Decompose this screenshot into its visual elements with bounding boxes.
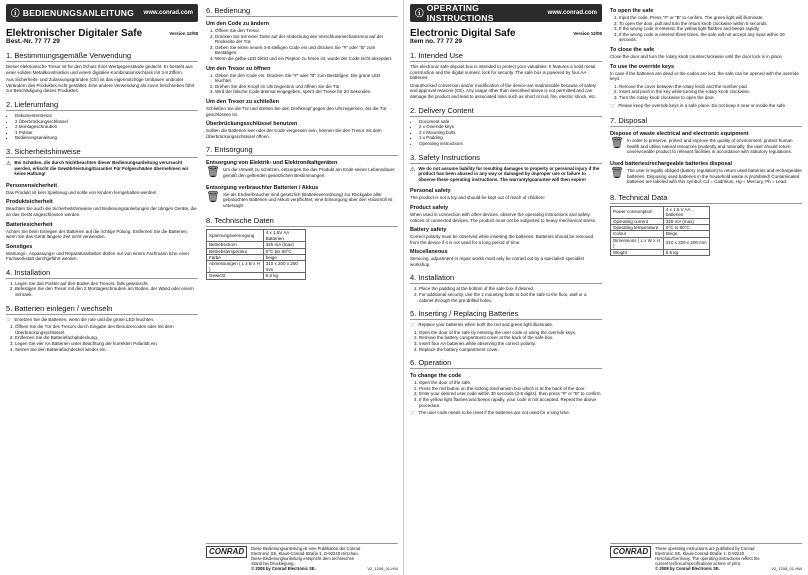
spec-value: beige <box>263 254 305 260</box>
copyright: © 2008 by Conrad Electronic SE. <box>655 566 720 571</box>
document-code: V2_1208_01-HW <box>771 566 802 571</box>
english-doc-title: Electronic Digital Safe <box>410 28 516 39</box>
spec-label: Betriebsstrom <box>207 242 264 248</box>
english-site: www.conrad.com <box>547 10 597 16</box>
spec-label: Gewicht <box>207 273 264 279</box>
german-section-5-heading: 5. Batterien einlegen / wechseln <box>6 304 198 315</box>
spec-value: 6,5 kg <box>263 273 305 279</box>
spec-label: Farbe <box>207 254 264 260</box>
english-subheading: Battery safety <box>410 227 447 234</box>
list-item: 2. Drehen Sie den Knopf im Uhrzeigersinn und öffnen Sie die Tür. <box>215 84 398 90</box>
note-text: Sie als Endverbraucher sind gesetzlich (Batterieverordnung) zur Rückgabe aller gebrauchten Batterien und Akkus verpflichtet; eine Entsorgung über den Hausmüll ist untersagt! <box>222 191 393 208</box>
list-item: 4. Replace the battery compartment cover. <box>419 347 602 353</box>
german-text: Schließen Sie die Tür und drehen Sie den Drehknopf gegen den Uhrzeigersinn, bis die Tür geschlossen ist. <box>206 105 387 117</box>
spec-value: 4 x 1.5 V AA batteries <box>663 206 709 218</box>
german-text: Das Produkt ist kein Spielzeug und sollte von Kindern ferngehalten werden! <box>6 189 157 195</box>
english-version: Version 12/08 <box>573 31 602 36</box>
german-section-8-heading: 8. Technische Daten <box>206 216 398 227</box>
spec-value: 0°C bis 60°C <box>263 248 305 254</box>
spec-value: 4 x 1,5V AA Batterien <box>263 230 305 242</box>
spec-value: 325 mA (max) <box>663 218 709 224</box>
english-override-note <box>610 103 802 111</box>
spec-label: Power consumption <box>611 206 664 218</box>
list-item: 3. Wird der falsche Code dreimal eingegeben, sperrt der Tresor für 20 Sekunden. <box>215 89 398 95</box>
footer-text: Diese Bedienungsanleitung ist eine Publikation der Conrad Electronic SE, Klaus-Conrad-Straße 1, D-92240 Hirschau. Diese Bedienungsanleitung entspricht dem technischen Stand bei Drucklegung. <box>251 546 361 566</box>
english-subheading: Personal safety <box>410 188 451 195</box>
german-text: Sollten die Batterien leer oder der Code vergessen sein, können Sie den Tresor mit dem Überbrückungsschlüssel öffnen. <box>206 128 382 139</box>
english-section-1-text-2: Unauthorised conversion and/or modification of the device are inadmissible because of safety and approval reasons (CE). Any usage other than described above is not permitted and can damage the product and lead to associated risks such as short circuit, fire, electric shock, etc. <box>410 82 597 99</box>
english-battery-disposal-note <box>610 168 802 187</box>
german-disposal-note <box>206 167 398 180</box>
list-item: • 2 Montageschrauben <box>15 124 198 130</box>
crossed-bin-icon: 🗑 <box>206 166 220 179</box>
list-item: 1. Remove the cover between the rotary knob and the number pad. <box>619 84 802 90</box>
warning-text: We do not assume liability for resulting damages to property or personal injury if the product has been abused in any way or damaged by improper use or failure to observe these operating instructions. The warranty/guarantee will then expire! <box>418 165 600 182</box>
english-text: The product is not a toy and should be kept out of reach of children! <box>410 195 545 201</box>
list-item: 1. Open the door of the safe by entering the user code or using the override keys. <box>419 330 602 336</box>
note-text: In order to preserve, protect and improve the quality of environment, protect human health and utilise natural resources prudently and rationally, the user should return unserviceable product to relevant facilities in accordance with statutory regulations. <box>626 138 793 155</box>
list-item: • Dokumententresor <box>15 113 198 119</box>
german-section-4-heading: 4. Installation <box>6 268 198 279</box>
german-section-3-heading: 3. Sicherheitshinweise <box>6 147 198 158</box>
english-installation-list <box>410 286 602 303</box>
german-change-code-list <box>206 28 398 62</box>
list-item: 3. Geben Sie einen neuen 3-8 stelligen Code ein und drücken Sie "#" oder "B" zum Bestätigen. <box>215 45 398 56</box>
german-item-number: Best.-Nr. 77 77 29 <box>6 38 60 45</box>
table-row <box>611 206 710 218</box>
english-change-code-list <box>410 380 602 408</box>
spec-value: Beige <box>663 231 709 237</box>
table-row <box>207 273 306 279</box>
list-item: 4. If the wrong code is entered three times, the safe will not accept any input within 20 seconds. <box>619 32 802 43</box>
conrad-logo: CONRAD <box>206 546 247 558</box>
english-text: Correct polarity must be observed while inserting the batteries. Batteries should be removed from the device if it is not used for a long period of time. <box>410 234 594 245</box>
list-item: • 2 x Mounting bolts <box>419 130 602 136</box>
note-text: Ersetzen Sie die Batterien, wenn die rote und die grüne LED leuchten. <box>14 316 155 322</box>
list-item: 1. Geben Sie den Code ein. Drücken Sie "#" oder "B" zum Bestätigen. Die grüne LED leuchtet. <box>215 73 398 84</box>
list-item: 4. Wenn die gelbe LED blinkt und ein Piepton zu hören ist, wurde der Code nicht akzeptiert. <box>215 56 398 62</box>
list-item: 1. Öffnen Sie die Tür des Tresors durch Eingabe des Benutzercodes oder mit dem Überbrückungsschlüssel. <box>15 324 198 335</box>
english-section-1-text: This electronic safe deposit box is intended to protect your valuables. It features a solid metal construction and the digital numeric lock for security. The safe box is powered by four AA batteries. <box>410 64 596 81</box>
list-item: 4. If the yellow light flashes and beeps rapidly, your code is not accepted. Repeat the above procedure. <box>419 397 602 408</box>
info-icon: ⓘ <box>11 8 20 18</box>
list-item: • Bedienungsanleitung <box>15 135 198 141</box>
german-subheading: Überbrückungsschlüssel benutzen <box>206 121 298 128</box>
english-spec-table <box>610 206 710 256</box>
english-open-list <box>610 15 802 43</box>
list-item: 3. Turn the rotary knob clockwise to open the door. <box>619 95 802 101</box>
list-item: 4. Setzen Sie den Batteriefachdeckel wieder ein. <box>15 347 198 353</box>
german-subheading: Sonstiges <box>6 243 33 250</box>
english-subheading: Used batteries/rechargeable batteries disposal <box>610 160 732 167</box>
german-subheading: Entsorgung verbrauchter Batterien / Akkus <box>206 184 319 191</box>
german-section-7-heading: 7. Entsorgung <box>206 145 398 156</box>
german-safety-warning <box>6 160 198 179</box>
list-item: 2. Entfernen Sie die Batteriefachabdeckung. <box>15 335 198 341</box>
german-spec-table <box>206 229 306 279</box>
table-row <box>207 261 306 273</box>
spec-value: 0°C to 60°C <box>663 224 709 230</box>
german-section-1-text-2: Aus Sicherheits- und Zulassungsgründen (CE) ist das eigenmächtige Umbauen und/oder Verändern des Produktes nicht gestattet. Eine andere Verwendung als zuvor beschrieben führt zur Beschädigung dieses Produktes. <box>6 77 195 94</box>
english-override-list <box>610 84 802 101</box>
list-item: 1. Öffnen Sie den Tresor. <box>215 28 398 34</box>
english-safety-warning <box>410 166 602 185</box>
english-section-4-heading: 4. Installation <box>410 273 602 284</box>
english-text: Servicing, adjustment or repair works must only be carried out by a specialist/ specialist workshop. <box>410 256 584 267</box>
warning-icon: ⚠ <box>6 160 12 167</box>
german-text: Wartungs-, Anpassungs- und Reparaturarbeiten dürfen nur von einem Fachmann bzw. einer Fachwerkstatt durchgeführt werden. <box>6 250 190 262</box>
warning-text: Bei Schäden, die durch Nichtbeachten dieser Bedienungsanleitung verursacht werden, erlischt die Gewährleistung/Garantie! Für Folgeschäden übernehmen wir keine Haftung! <box>14 159 189 177</box>
document-code: V2_1208_01-HW <box>367 566 398 571</box>
spec-value: 310 x 200 x 200 mm <box>263 261 305 273</box>
german-subheading: Personensicherheit <box>6 182 58 189</box>
copyright: © 2008 by Conrad Electronic SE. <box>251 566 316 571</box>
footer-text-block <box>655 546 767 571</box>
pointing-hand-icon: ☞ <box>410 411 416 418</box>
list-item: • 1 Polster <box>15 130 198 136</box>
pointing-hand-icon: ☞ <box>6 317 12 324</box>
footer-text-block <box>251 546 363 571</box>
german-version: Version 12/08 <box>169 31 198 36</box>
english-subheading: To close the safe <box>610 46 655 53</box>
english-section-5-heading: 5. Inserting / Replacing Batteries <box>410 309 602 320</box>
english-page <box>404 0 808 575</box>
english-section-3-heading: 3. Safety Instructions <box>410 153 602 164</box>
english-section-1-heading: 1. Intended Use <box>410 51 602 62</box>
english-text: Close the door and turn the rotary knob counterclockwise until the door lock is in place. <box>610 53 783 59</box>
german-footer <box>206 543 398 571</box>
spec-label: Abmessungen ( L x B x H ) <box>207 261 264 273</box>
conrad-logo: CONRAD <box>610 546 651 558</box>
spec-label: Operating current <box>611 218 664 224</box>
crossed-bin-icon: 🗑 <box>610 137 624 150</box>
german-battery-disposal-note <box>206 192 398 211</box>
english-subheading: To open the safe <box>610 8 654 14</box>
german-battery-list <box>6 324 198 352</box>
english-disposal-note <box>610 138 802 157</box>
spec-label: Colour <box>611 231 664 237</box>
german-subheading: Um den Tresor zu öffnen <box>206 65 271 72</box>
english-column-1 <box>410 0 602 575</box>
spec-label: Betriebstemperatur <box>207 248 264 254</box>
spec-value: 310 x 200 x 200 mm <box>663 237 709 249</box>
list-item: 2. Insert and push in the key while turning the rotary knob clockwise. <box>619 89 802 95</box>
english-item-number: Item no. 77 77 29 <box>410 38 463 45</box>
list-item: 2. Remove the battery compartment cover at the back of the safe box. <box>419 335 602 341</box>
german-section-1-text: Dieser elektronische Tresor ist für den Schutz Ihrer Wertgegenstände gedacht. Er besteht aus einer soliden Metallkonstruktion und einem digitalen Kombinationsschloss mit 3-8 Ziffern. <box>6 64 193 75</box>
list-item: 2. Befestigen Sie den Tresor mit den 2 Montageschrauben am Boden, der Wand oder einem Schrank. <box>15 286 198 297</box>
list-item: 2. To open the door, pull and turn the return knob clockwise within 5 seconds. <box>619 21 802 27</box>
german-text: Achten Sie beim Einlegen der Batterien auf die richtige Polung. Entfernen Sie die Batterien, wenn Sie das Gerät längere Zeit nicht verwenden. <box>6 228 188 240</box>
list-item: 1. Open the door of the safe. <box>419 380 602 386</box>
english-subheading: To use the override keys <box>610 63 675 70</box>
english-section-6-heading: 6. Operation <box>410 358 602 369</box>
spec-label: Spannungsversorgung <box>207 230 264 242</box>
list-item: 3. Insert four AA batteries while observing the correct polarity. <box>419 341 602 347</box>
english-code-note <box>410 410 602 418</box>
english-footer <box>610 543 802 571</box>
list-item: 2. For additional security, use the 2 mounting bolts to bolt the safe to the floor, wall or a cabinet through the pre-drilled holes. <box>419 292 602 303</box>
note-text: Please keep the override keys in a safe place. Do not keep it near or inside the safe. <box>618 102 787 108</box>
english-subheading: Dispose of waste electrical and electronic equipment <box>610 131 749 138</box>
german-banner-title: BEDIENUNGSANLEITUNG <box>22 8 135 18</box>
warning-icon: ⚠ <box>410 166 416 173</box>
english-section-7-heading: 7. Disposal <box>610 116 802 127</box>
german-section-1-heading: 1. Bestimmungsgemäße Verwendung <box>6 51 198 62</box>
list-item: 1. Place the padding at the bottom of the safe box if desired. <box>419 286 602 292</box>
footer-text: These operating instructions are published by Conrad Electronic SE, Klaus-Conrad-Straße 1, D-92240 Hirschau/Germany. The operating instructions reflect the current technical specifications at time of print. <box>655 546 760 566</box>
english-text: When used in connection with other devices, observe the operating instructions and safety notices of connected devices. The product must not be subjected to heavy mechanical stress. <box>410 211 597 223</box>
list-item: • 1 x Padding <box>419 135 602 141</box>
note-text: Um die Umwelt zu schützen, entsorgen Sie das Produkt am Ende seiner Lebensdauer gemäß den geltenden gesetzlichen Bestimmungen. <box>222 167 395 178</box>
english-banner-title: OPERATING INSTRUCTIONS <box>426 3 494 23</box>
english-delivery-list <box>410 119 602 147</box>
english-subheading: To change the code <box>410 373 462 380</box>
list-item: 3. If the wrong code is entered, the yellow light flashes and beeps rapidly. <box>619 26 802 32</box>
english-column-2 <box>610 0 802 575</box>
german-installation-list <box>6 281 198 298</box>
english-battery-note <box>410 322 602 330</box>
german-subheading: Batteriesicherheit <box>6 221 53 228</box>
german-open-list <box>206 73 398 95</box>
table-row <box>611 237 710 249</box>
english-section-2-heading: 2. Delivery Content <box>410 106 602 117</box>
german-subheading: Entsorgung von Elektrik- und Elektronikaltgeräten <box>206 160 338 167</box>
note-text: The user is legally obliged (battery regulation) to return used batteries and rechargeable batteries. Disposing used batteries in the household waste is prohibited! Contaminated batteries are labeled with this symbol: Cd = Cadmium, Hg = Mercury, Pb = Lead. <box>626 167 802 185</box>
list-item: 2. Press the red button on the locking mechanism box which is at the back of the door. <box>419 386 602 392</box>
list-item: • 2 x Override keys <box>419 124 602 130</box>
german-delivery-list <box>6 113 198 141</box>
list-item: • Operating instructions <box>419 141 602 147</box>
list-item: • Document safe <box>419 119 602 125</box>
german-section-2-heading: 2. Lieferumfang <box>6 100 198 111</box>
spec-value: 6.5 kg <box>663 249 709 255</box>
english-text: In case if the batteries are dead or the codes are lost, the safe can be opened with the override keys. <box>610 70 799 82</box>
table-row <box>207 230 306 242</box>
list-item: 3. Enter your desired user code within 30 seconds (3-8 digits), then press "#" or "B" to confirm. <box>419 391 602 397</box>
list-item: 1. Legen Sie das Polster auf den Boden des Tresors, falls gewünscht. <box>15 281 198 287</box>
list-item: 2. Drücken Sie mit einer Taste auf der Abdeckung des Verschlussmechanismus auf der Rückseite der Tür. <box>215 34 398 45</box>
german-column-2 <box>206 0 398 575</box>
german-doc-title: Elektronischer Digitaler Safe <box>6 28 143 39</box>
spec-value: 325 mA (max) <box>263 242 305 248</box>
german-subheading: Um den Code zu ändern <box>206 21 269 27</box>
spec-label: Dimensions ( L x W x H ) <box>611 237 664 249</box>
english-banner <box>410 4 602 22</box>
info-icon: ⓘ <box>415 8 424 18</box>
german-subheading: Um den Tresor zu schließen <box>206 98 280 105</box>
english-section-8-heading: 8. Technical Data <box>610 193 802 204</box>
english-subheading: Miscellaneous <box>410 249 448 256</box>
german-column-1 <box>6 0 198 575</box>
list-item: 1. Input the code. Press "#" or "B" to confirm. The green light will illuminate. <box>619 15 802 21</box>
list-item: • 2 Überbrückungsschlüssel <box>15 119 198 125</box>
pointing-hand-icon: ☞ <box>610 103 616 110</box>
crossed-bin-icon: 🗑 <box>206 190 220 203</box>
crossed-bin-icon: 🗑 <box>610 166 624 179</box>
german-subheading: Produktsicherheit <box>6 199 53 206</box>
german-banner <box>6 4 198 22</box>
note-text: The user code needs to be reset if the batteries are not used for a long time. <box>418 410 570 416</box>
list-item: 3. Legen Sie vier AA Batterien unter Beachtung der korrekten Polarität ein. <box>15 341 198 347</box>
table-row <box>611 249 710 255</box>
english-subheading: Product safety <box>410 204 449 211</box>
german-site: www.conrad.com <box>143 10 193 16</box>
spec-label: Operating temperature <box>611 224 664 230</box>
note-text: Replace your batteries when both the red and green light illuminate. <box>418 322 554 328</box>
pointing-hand-icon: ☞ <box>410 323 416 330</box>
spec-label: Weight <box>611 249 664 255</box>
german-section-6-heading: 6. Bedienung <box>206 6 398 17</box>
german-text: Beachten Sie auch die Sicherheitshinweise und Bedienungsanleitungen der übrigen Geräte, die an das Gerät angeschlossen werden. <box>6 206 197 217</box>
english-battery-list <box>410 330 602 352</box>
